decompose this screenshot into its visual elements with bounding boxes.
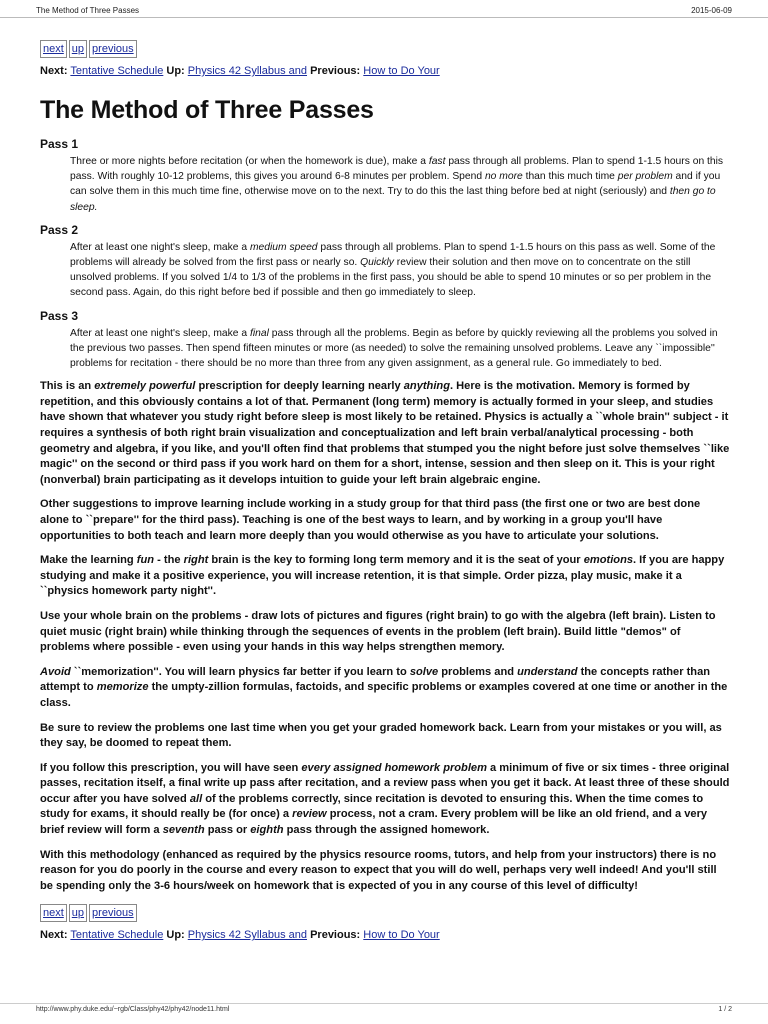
previous-button[interactable]: previous [89, 40, 137, 58]
page-content [40, 40, 730, 941]
pass-2-body: After at least one night's sleep, make a medium speed pass through all problems. Plan to spend 1-1.5 hours on this pass as well. Some of the problems will already be solved from the first pass or nearly so. Quickly review their solution and then move on to concentrate on the still unsolved problems. If you solved 1/4 to 1/3 of the problems in the first pass, you should be able to spend 10 minutes or so per problem in the second pass. Again, do this right before bed if possible and then go immediately to sleep. [70, 241, 716, 299]
previous-link[interactable]: How to Do Your [363, 65, 440, 77]
up-button[interactable]: up [69, 40, 87, 58]
up-label: Up: [166, 65, 185, 77]
top-nav-buttons [40, 40, 730, 58]
print-header [36, 6, 732, 15]
footer-rule [0, 1003, 768, 1004]
previous-label: Previous: [310, 929, 361, 942]
print-footer [36, 1006, 732, 1013]
previous-link[interactable]: How to Do Your [363, 929, 440, 942]
pass-2-heading: Pass 2 [40, 222, 79, 237]
next-link[interactable]: Tentative Schedule [70, 65, 164, 77]
header-rule [0, 17, 768, 18]
paragraph-methodology: With this methodology (enhanced as required by the physics resource rooms, tutors, and help from your instructors) there is no reason for you do poorly in the course and every reason to expect that you will do well, perhaps very well indeed! And you'll still be spending only the 3-6 hours/week on homework that is expected of you in any course of this level of difficulty! [40, 848, 717, 892]
paragraph-study-group: Other suggestions to improve learning include working in a study group for that third pass (the first one or two are best done alone to ``prepare'' for the third pass). Teaching is one of the best ways to learn, and by working in a group you'll have opportunities to both teach and learn more deeply than you would otherwise as you have to articulate your solutions. [40, 498, 701, 542]
up-button[interactable]: up [69, 904, 87, 922]
bottom-nav-buttons [40, 904, 730, 922]
page-title: The Method of Three Passes [40, 96, 374, 124]
next-button[interactable]: next [40, 40, 67, 58]
print-footer-url: http://www.phy.duke.edu/~rgb/Class/phy42/phy42/node11.html [36, 1006, 230, 1013]
next-label: Next: [40, 929, 68, 942]
pass-3-heading: Pass 3 [40, 308, 79, 323]
previous-label: Previous: [310, 65, 361, 77]
previous-button[interactable]: previous [89, 904, 137, 922]
up-link[interactable]: Physics 42 Syllabus and [187, 929, 308, 942]
next-button[interactable]: next [40, 904, 67, 922]
pass-1-heading: Pass 1 [40, 137, 79, 151]
print-header-date: 2015-06-09 [691, 6, 732, 15]
up-label: Up: [166, 929, 185, 942]
paragraph-fun: Make the learning fun - the right brain is the key to forming long term memory and it is the seat of your emotions. If you are happy studying and make it a positive experience, you will increase retention, it is that simple. Order pizza, play music, make it a ``physics homework party night''. [40, 554, 725, 598]
paragraph-whole-brain: Use your whole brain on the problems - draw lots of pictures and figures (right brain) to go with the algebra (left brain). Listen to quiet music (right brain) while thinking through the sequences of events in the problem (left brain). Build little "demos" of problems where possible - even using your hands in this way helps strengthen memory. [40, 609, 716, 654]
pass-3-body: After at least one night's sleep, make a final pass through all the problems. Begin as before by quickly reviewing all the problems you solved in the previous two passes. Then spend fifteen minutes or more (as needed) to solve the remaining unsolved problems. Leave any ``impossible'' problems for recitation - there should be no more than three from any given assignment, as a general rule. Go immediately to bed. [70, 327, 718, 370]
bottom-nav-links [40, 929, 730, 941]
top-nav-links [40, 65, 730, 77]
print-footer-page: 1 / 2 [718, 1006, 732, 1013]
paragraph-motivation: This is an extremely powerful prescription for deeply learning nearly anything. Here is the motivation. Memory is formed by repetition, and this obviously contains a lot of that. Permanent (long term) memory is actually formed in your sleep, and studies have shown that whatever you study right before sleep is most likely to be retained. Physics is actually a ``whole brain'' subject - it requires a synthesis of both right brain visualization and conceptualization and left brain verbal/analytical processing - both geometry and algebra, if you like, and you'll often find that problems that stumped you the night before just solve themselves ``like magic'' on the second or third pass if you work hard on them for a short, intense, session and then sleep on it. This is your right (nonverbal) brain participating as it develops intuition to guide your left brain algebraic engine. [40, 380, 730, 486]
print-header-title: The Method of Three Passes [36, 6, 140, 15]
next-label: Next: [40, 65, 68, 77]
paragraph-review: Be sure to review the problems one last time when you get your graded homework back. Learn from your mistakes or you will, as they say, be doomed to repeat them. [40, 721, 722, 750]
paragraph-prescription: If you follow this prescription, you will have seen every assigned homework problem a minimum of five or six times - three original passes, recitation itself, a final write up pass after recitation, and a review pass when you get it back. At least three of these should occur after you have solved all of the problems correctly, since recitation is devoted to ensuring this. When the time comes to study for exams, it should really be (for once) a review process, not a cram. Every problem will be like an old friend, and a very brief review will form a seventh pass or eighth pass through the assigned homework. [40, 761, 730, 837]
next-link[interactable]: Tentative Schedule [70, 929, 164, 942]
pass-1-body: Three or more nights before recitation (or when the homework is due), make a fast pass through all problems. Plan to spend 1-1.5 hours on this pass. With roughly 10-12 problems, this gives you around 6-8 minutes per problem. Spend no more than this much time per problem and if you can solve them in this much time fine, otherwise move on to the next. Try to do this the last thing before bed at night (seriously) and then go to sleep. [70, 156, 724, 213]
up-link[interactable]: Physics 42 Syllabus and [187, 65, 308, 77]
paragraph-avoid-memorization: Avoid ``memorization''. You will learn physics far better if you learn to solve problems and understand the concepts rather than attempt to memorize the umpty-zillion formulas, factoids, and specific problems or examples covered at one time or another in the class. [40, 665, 728, 709]
